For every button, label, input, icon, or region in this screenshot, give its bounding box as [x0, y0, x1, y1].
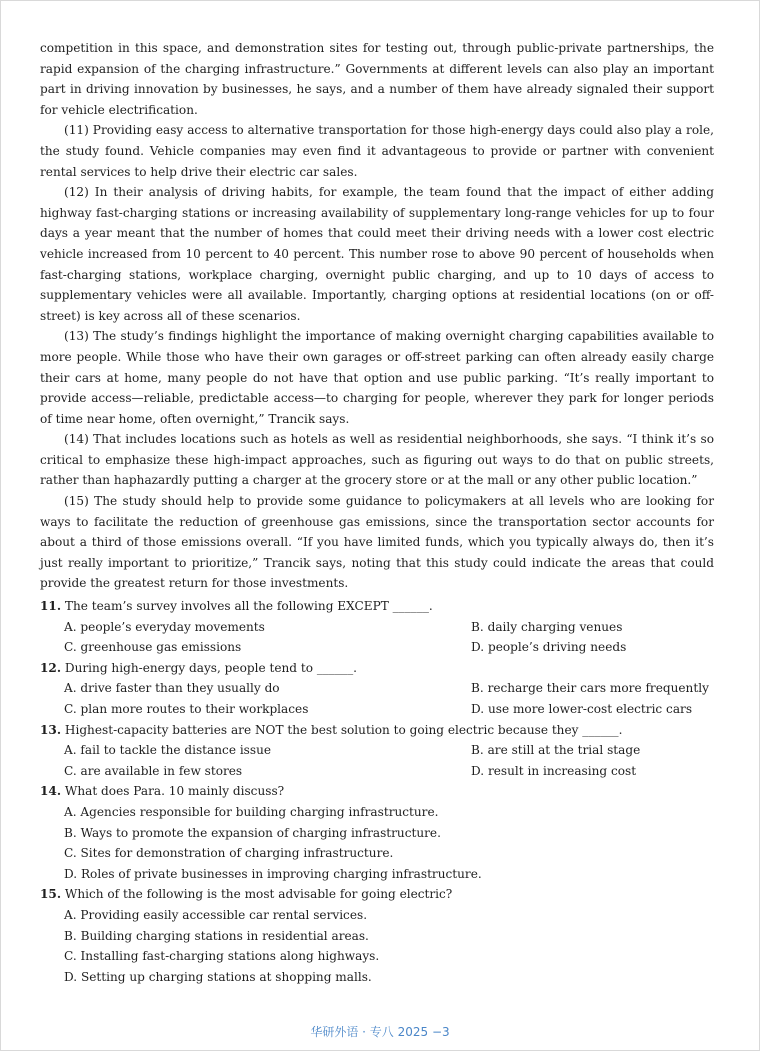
question-section — [40, 596, 714, 987]
answer-option: A. fail to tackle the distance issue — [64, 743, 272, 758]
answer-option: B. Building charging stations in residential areas. — [64, 928, 369, 943]
question-15 — [40, 884, 714, 987]
question-stem — [40, 658, 714, 679]
question-text: What does Para. 10 mainly discuss? — [64, 784, 285, 799]
answer-option: A. drive faster than they usually do — [64, 681, 280, 696]
answer-option: B. Ways to promote the expansion of charging infrastructure. — [64, 825, 441, 840]
answer-option: C. Installing fast-charging stations along highways. — [64, 949, 380, 964]
answer-option: C. Sites for demonstration of charging infrastructure. — [64, 846, 394, 861]
question-stem — [40, 596, 714, 617]
answer-options — [40, 617, 714, 658]
question-stem — [40, 781, 714, 802]
passage — [40, 38, 714, 594]
question-number: 13. — [40, 722, 62, 737]
question-number: 14. — [40, 784, 62, 799]
passage-paragraph: competition in this space, and demonstration sites for testing out, through public-private partnerships, the rapid expansion of the charging infrastructure.” Governments at different levels can also play an important part in driving innovation by businesses, he says, and a number of them have already signaled their support for vehicle electrification. — [40, 41, 714, 117]
answer-option: A. Agencies responsible for building charging infrastructure. — [64, 804, 439, 819]
question-text: Highest-capacity batteries are NOT the best solution to going electric because they ______. — [64, 722, 623, 737]
question-number: 12. — [40, 660, 62, 675]
passage-paragraph: (14) That includes locations such as hotels as well as residential neighborhoods, she says. “I think it’s so critical to emphasize these high-impact approaches, such as figuring out ways to do that on public streets, rather than haphazardly putting a charger at the grocery store or at the mall or any other public location.” — [40, 432, 714, 488]
passage-paragraph: (15) The study should help to provide some guidance to policymakers at all levels who are looking for ways to facilitate the reduction of greenhouse gas emissions, since the transportation sector accounts for about a third of those emissions overall. “If you have limited funds, which you typically always do, then it’s just really important to prioritize,” Trancik says, noting that this study could indicate the areas that could provide the greatest return for those investments. — [40, 494, 714, 591]
question-11 — [40, 596, 714, 658]
answer-option: D. people’s driving needs — [471, 640, 627, 655]
answer-option: C. greenhouse gas emissions — [64, 640, 242, 655]
passage-paragraph: (12) In their analysis of driving habits, for example, the team found that the impact of either adding highway fast-charging stations or increasing availability of supplementary long-range vehicles for up to four days a year meant that the number of homes that could meet their driving needs with a lower cost electric vehicle increased from 10 percent to 40 percent. This number rose to above 90 percent of households when fast-charging stations, workplace charging, overnight public charging, and up to 10 days of access to supplementary vehicles were all available. Importantly, charging options at residential locations (on or off-street) is key across all of these scenarios. — [40, 185, 714, 323]
answer-option: B. recharge their cars more frequently — [471, 681, 709, 696]
question-number: 15. — [40, 887, 62, 902]
question-text: Which of the following is the most advisable for going electric? — [64, 887, 453, 902]
passage-paragraph: (11) Providing easy access to alternative transportation for those high-energy days could also play a role, the study found. Vehicle companies may even find it advantageous to provide or partner with convenient rental services to help drive their electric car sales. — [40, 123, 714, 179]
answer-option: D. use more lower-cost electric cars — [471, 702, 693, 716]
answer-options — [40, 740, 714, 781]
question-12 — [40, 658, 714, 720]
question-text: The team’s survey involves all the following EXCEPT ______. — [64, 599, 433, 614]
answer-option: B. are still at the trial stage — [471, 743, 641, 758]
answer-option: C. plan more routes to their workplaces — [64, 702, 309, 716]
question-13 — [40, 720, 714, 782]
answer-options — [40, 905, 714, 987]
question-stem — [40, 884, 714, 905]
passage-body — [40, 38, 714, 987]
answer-option: A. people’s everyday movements — [64, 619, 265, 634]
answer-option: D. Roles of private businesses in improving charging infrastructure. — [64, 866, 482, 881]
question-14 — [40, 781, 714, 884]
question-stem — [40, 720, 714, 741]
answer-option: B. daily charging venues — [471, 619, 623, 634]
answer-option: D. result in increasing cost — [471, 763, 637, 778]
answer-options — [40, 678, 714, 719]
answer-option: A. Providing easily accessible car rental services. — [64, 907, 368, 922]
answer-option: C. are available in few stores — [64, 763, 243, 778]
page-footer: 华研外语 · 专八 2025 −3 — [310, 1025, 450, 1039]
question-text: During high-energy days, people tend to ______. — [64, 660, 357, 675]
answer-options — [40, 802, 714, 884]
question-number: 11. — [40, 599, 62, 614]
passage-paragraph: (13) The study’s findings highlight the importance of making overnight charging capabilities available to more people. While those who have their own garages or off-street parking can often already easily charge their cars at home, many people do not have that option and use public parking. “It’s really important to provide access—reliable, predictable access—to charging for people, wherever they park for longer periods of time near home, often overnight,” Trancik says. — [40, 329, 714, 426]
answer-option: D. Setting up charging stations at shopping malls. — [64, 969, 372, 984]
